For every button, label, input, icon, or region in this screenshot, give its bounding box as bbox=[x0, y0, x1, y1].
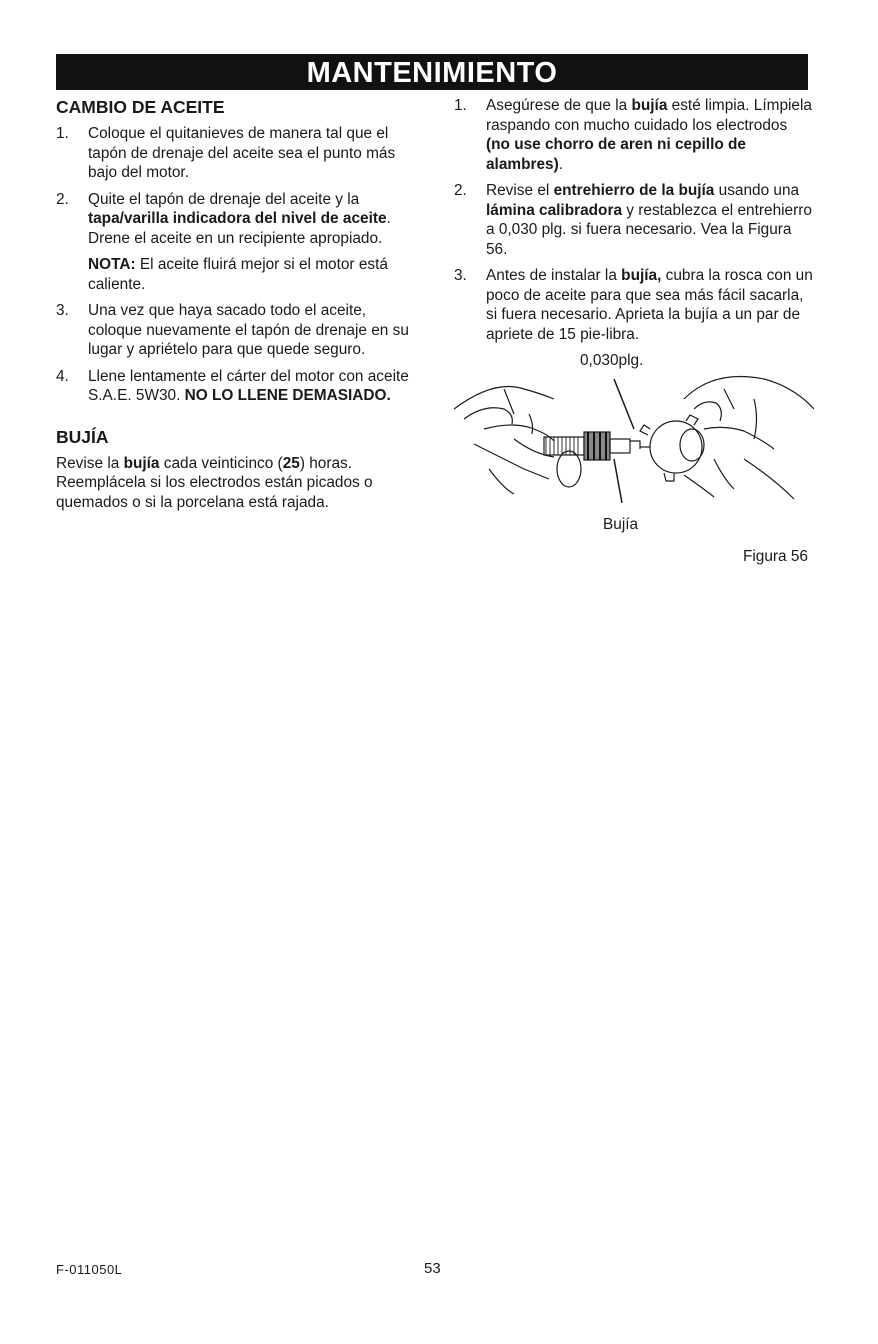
oil-change-steps bbox=[56, 124, 424, 248]
note-text: El aceite fluirá mejor si el motor está caliente. bbox=[88, 256, 388, 293]
item-text: Quite el tapón de drenaje del aceite y la bbox=[88, 190, 360, 208]
item-text: . Drene el aceite en un recipiente apropiado. bbox=[88, 210, 391, 247]
para-bold: bujía bbox=[123, 454, 160, 472]
list-item bbox=[454, 96, 814, 174]
left-column bbox=[56, 96, 424, 512]
item-bold-text: NO LO LLENE DEMASIADO. bbox=[184, 387, 391, 404]
item-text: Llene lentamente el cárter del motor con aceite S.A.E. 5W30. bbox=[88, 367, 409, 404]
item-text: Revise el bbox=[486, 182, 554, 199]
item-text: . bbox=[558, 155, 563, 173]
gap-label: 0,030plg. bbox=[580, 352, 644, 369]
item-bold-text: (no use chorro de aren ni cepillo de alambres) bbox=[486, 136, 746, 173]
heading-oil-change: CAMBIO DE ACEITE bbox=[56, 97, 225, 117]
list-item bbox=[56, 367, 424, 406]
item-number: 2. bbox=[454, 182, 467, 199]
heading-spark-plug: BUJÍA bbox=[56, 426, 109, 447]
item-bold-text: bujía, bbox=[621, 267, 662, 284]
item-number: 3. bbox=[56, 302, 69, 319]
item-number: 1. bbox=[454, 97, 467, 114]
oil-change-steps-cont bbox=[56, 301, 424, 406]
item-text: y restablezca el entrehierro a 0,030 plg. si fuera necesario. Vea la Figura 56. bbox=[486, 201, 812, 258]
figure-caption: Figura 56 bbox=[742, 548, 808, 565]
list-item bbox=[454, 181, 814, 259]
list-item bbox=[454, 266, 814, 344]
note bbox=[56, 255, 424, 294]
list-item bbox=[56, 301, 424, 360]
spark-plug-label: Bujía bbox=[603, 516, 639, 533]
item-text: esté limpia. Límpiela raspando con mucho cuidado los electrodos bbox=[486, 97, 812, 134]
item-bold-text: lámina calibradora bbox=[486, 201, 623, 219]
list-item bbox=[56, 124, 424, 183]
item-number: 4. bbox=[56, 367, 69, 385]
document-code: F-011050L bbox=[56, 1262, 123, 1277]
list-item bbox=[56, 190, 424, 249]
item-bold-text: tapa/varilla indicadora del nivel de aceite bbox=[88, 210, 387, 227]
para-text: ) horas. Reemplácela si los electrodos están picados o quemados o si la porcelana está rajada. bbox=[56, 454, 373, 511]
section-banner: MANTENIMIENTO bbox=[56, 54, 808, 90]
item-text: usando una bbox=[714, 182, 800, 199]
item-text: cubra la rosca con un poco de aceite para que sea más fácil sacarla, si fuera necesario. Aprieta la bujía a un par de apriete de 15 pie-libra. bbox=[486, 267, 813, 343]
item-text: Una vez que haya sacado todo el aceite, coloque nuevamente el tapón de drenaje en su lugar y apriételo para que quede seguro. bbox=[88, 302, 409, 358]
item-text: Asegúrese de que la bbox=[486, 97, 632, 114]
right-column bbox=[454, 96, 814, 581]
item-bold-text: bujía bbox=[631, 97, 668, 114]
item-bold-text: entrehierro de la bujía bbox=[553, 182, 715, 199]
spark-plug-gap-illustration bbox=[454, 369, 814, 519]
spark-plug-steps bbox=[454, 96, 814, 344]
item-text: Antes de instalar la bbox=[486, 267, 622, 284]
item-number: 1. bbox=[56, 125, 69, 142]
spark-plug-paragraph bbox=[56, 454, 424, 513]
item-text: Coloque el quitanieves de manera tal que el tapón de drenaje del aceite sea el punto más bajo del motor. bbox=[88, 125, 396, 181]
para-text: Revise la bbox=[56, 454, 124, 472]
item-number: 2. bbox=[56, 190, 69, 208]
item-number: 3. bbox=[454, 267, 467, 284]
note-label: NOTA: bbox=[88, 256, 136, 273]
para-bold: 25 bbox=[282, 454, 300, 472]
figure-56 bbox=[454, 351, 814, 581]
page-number: 53 bbox=[424, 1260, 441, 1277]
para-text: cada veinticinco ( bbox=[159, 454, 283, 472]
